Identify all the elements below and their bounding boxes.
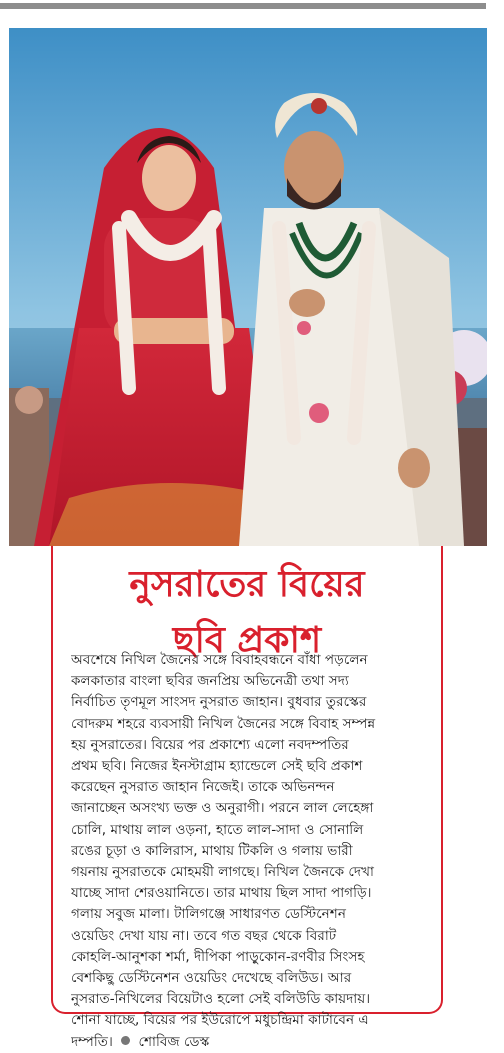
- body-line: জানাচ্ছেন অসংখ্য ভক্ত ও অনুরাগী। পরনে লাল লেহেঙ্গা: [71, 800, 374, 817]
- body-line: কলকাতার বাংলা ছবির জনপ্রিয় অভিনেত্রী তথা সদ্য: [71, 673, 349, 690]
- body-line: চোলি, মাথায় লাল ওড়না, হাতে লাল-সাদা ও সোনালি: [71, 821, 364, 838]
- body-line: ওয়েডিং দেখা যায় না। তবে গত বছর থেকে বিরাট: [71, 927, 337, 944]
- byline: শোবিজ ডেস্ক: [138, 1033, 210, 1050]
- body-line: যাচ্ছে সাদা শেরওয়ানিতে। তার মাথায় ছিল সাদা পাগড়ি।: [71, 885, 372, 902]
- body-line: রঙের চূড়া ও কালিরাস, মাথায় টিকলি ও গলায় ভারী: [71, 842, 353, 859]
- article-body: [71, 650, 431, 1053]
- bullet-icon: [121, 1036, 130, 1045]
- body-line: গলায় সবুজ মালা। টালিগঞ্জে সাধারণত ডেস্টিনেশন: [71, 906, 346, 923]
- top-rule: [0, 3, 486, 9]
- body-line: কোহলি-আনুশকা শর্মা, দীপিকা পাড়ুকোন-রণবীর সিংসহ: [71, 948, 365, 965]
- body-line: প্রথম ছবি। নিজের ইনস্টাগ্রাম হ্যান্ডেলে সেই ছবি প্রকাশ: [71, 758, 363, 775]
- headline-line-2: ছবি প্রকাশ: [172, 619, 322, 661]
- body-line: বোদরুম শহরে ব্যবসায়ী নিখিল জৈনের সঙ্গে বিবাহ সম্পন্ন: [71, 715, 376, 732]
- body-line: অবশেষে নিখিল জৈনের সঙ্গে বিবাহবন্ধনে বাঁধা পড়লেন: [71, 652, 368, 668]
- body-line: শোনা যাচ্ছে, বিয়ের পর ইউরোপে মধুচন্দ্রিমা কাটাবেন এ: [71, 1012, 369, 1029]
- body-line: বেশকিছু ডেস্টিনেশন ওয়েডিং দেখেছে বলিউড। আর: [71, 970, 352, 987]
- body-last-line: [71, 1032, 431, 1053]
- headline-line-1: নুসরাতের বিয়ের: [129, 563, 365, 605]
- wedding-photo: [9, 28, 487, 546]
- body-line: নুসরাত-নিখিলের বিয়েটাও হলো সেই বলিউডি কায়দায়।: [71, 991, 371, 1008]
- body-line: হয় নুসরাতের। বিয়ের পর প্রকাশ্যে এলো নবদম্পতির: [71, 736, 349, 753]
- last-line-text: দম্পতি।: [71, 1033, 113, 1050]
- body-line: গয়নায় নুসরাতকে মোহময়ী লাগছে। নিখিল জৈনকে দেখা: [71, 864, 374, 881]
- body-line: নির্বাচিত তৃণমূল সাংসদ নুসরাত জাহান। বুধবার তুরস্কের: [71, 694, 367, 711]
- body-line: করেছেন নুসরাত জাহান নিজেই। তাকে অভিনন্দন: [71, 779, 335, 796]
